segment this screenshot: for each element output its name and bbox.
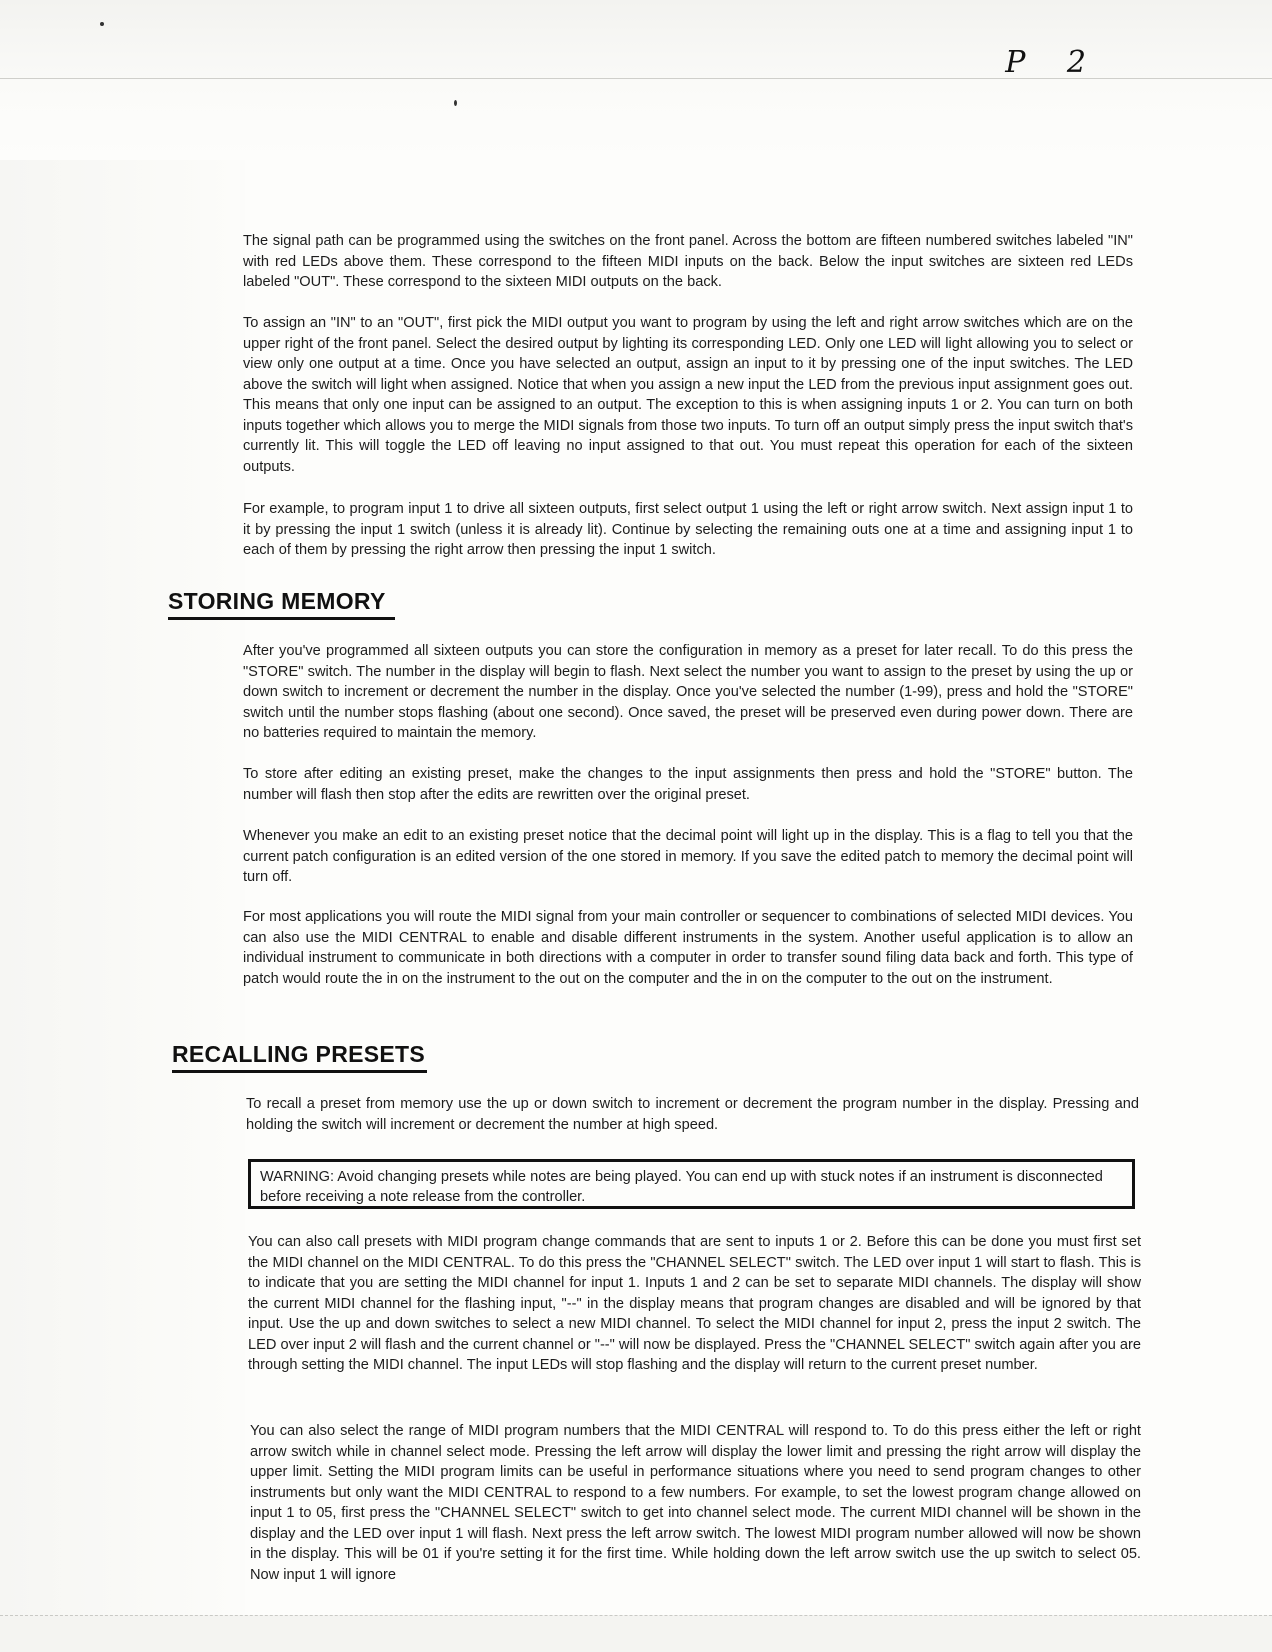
paragraph-applications: For most applications you will route the MIDI signal from your main controller or sequencer to combinations of selected MIDI devices. You can also use the MIDI CENTRAL to enable and disable different instruments in the system. Another useful application is to allow an individual instrument to communicate in both directions with a computer in order to transfer sound filing data back and forth. This type of patch would route the in on the instrument to the out on the computer and the in on the computer to the out on the instrument. xyxy=(243,909,1133,987)
heading-storing-memory: STORING MEMORY xyxy=(168,588,386,614)
heading-underline xyxy=(168,617,395,620)
warning-box xyxy=(248,1159,1135,1209)
heading-recalling-presets: RECALLING PRESETS xyxy=(172,1041,426,1067)
paragraph-signal-path: The signal path can be programmed using the switches on the front panel. Across the bottom are fifteen numbered switches labeled "IN" with red LEDs above them. These correspond to the fifteen MIDI inputs on the back. Below the input switches are sixteen red LEDs labeled "OUT". These correspond to the sixteen MIDI outputs on the back. xyxy=(243,233,1133,290)
warning-text: WARNING: Avoid changing presets while notes are being played. You can end up with stuck notes if an instrument is disconnected before receiving a note release from the controller. xyxy=(260,1169,1103,1205)
paragraph-assign-in-out: To assign an "IN" to an "OUT", first pick the MIDI output you want to program by using the left and right arrow switches which are on the upper right of the front panel. Select the desired output by lighting its corresponding LED. Only one LED will light allowing you to select or view only one output at a time. Once you have selected an output, assign an input to it by pressing one of the input switches. The LED above the switch will light when assigned. Notice that when you assign a new input the LED from the previous input assignment goes out. This means that only one input can be assigned to an output. The exception to this is when assigning inputs 1 or 2. You can turn on both inputs together which allows you to merge the MIDI signals from those two inputs. To turn off an output simply press the input switch that's currently lit. This will toggle the LED off leaving no input assigned to that out. You must repeat this operation for each of the sixteen outputs. xyxy=(243,315,1133,475)
scan-speck xyxy=(454,100,457,106)
scan-noise-top xyxy=(0,0,1272,160)
page-number-handwritten: P 2 xyxy=(1005,45,1102,80)
paragraph-midi-program-change: You can also call presets with MIDI program change commands that are sent to inputs 1 or 2. Before this can be done you must first set the MIDI channel on the MIDI CENTRAL. To do this press the "CHANNEL SELECT" switch. The LED over input 1 will start to flash. This is to indicate that you are setting the MIDI channel for input 1. Inputs 1 and 2 can be set to separate MIDI channels. The display will show the current MIDI channel for the flashing input, "--" in the display means that program changes are disabled and will be ignored by that input. Use the up and down switches to select a new MIDI channel. To select the MIDI channel for input 2, press the input 2 switch. The LED over input 2 will flash and the current channel or "--" will now be displayed. Press the "CHANNEL SELECT" switch again after you are through setting the MIDI channel. The input LEDs will stop flashing and the display will return to the current preset number. xyxy=(248,1234,1141,1373)
paragraph-program-range: You can also select the range of MIDI program numbers that the MIDI CENTRAL will respond to. To do this press either the left or right arrow switch while in channel select mode. Pressing the left arrow will display the lower limit and pressing the right arrow will display the upper limit. Setting the MIDI program limits can be useful in performance situations where you need to send program changes to other instruments but only want the MIDI CENTRAL to respond to a few numbers. For example, to set the lowest program change allowed on input 1 to 05, first press the "CHANNEL SELECT" switch to get into channel select mode. The current MIDI channel will be shown in the display and the LED over input 1 will flash. Next press the left arrow switch. The lowest MIDI program number allowed will now be shown in the display. This will be 01 if you're setting it for the first time. While holding down the left arrow switch use the up switch to select 05. Now input 1 will ignore xyxy=(250,1423,1141,1583)
paragraph-store-config: After you've programmed all sixteen outputs you can store the configuration in memory as a preset for later recall. To do this press the "STORE" switch. The number in the display will begin to flash. Next select the number you want to assign to the preset by using the up or down switch to increment or decrement the number in the display. Once you've selected the number (1-99), press and hold the "STORE" switch until the number stops flashing (about one second). Once saved, the preset will be preserved even during power down. There are no batteries required to maintain the memory. xyxy=(243,643,1133,741)
scan-noise-bottom xyxy=(0,1615,1272,1652)
scan-noise-left xyxy=(0,160,245,1651)
heading-underline xyxy=(172,1070,427,1073)
paragraph-store-after-edit: To store after editing an existing preset, make the changes to the input assignments then press and hold the "STORE" button. The number will flash then stop after the edits are rewritten over the original preset. xyxy=(243,766,1133,803)
paragraph-decimal-point: Whenever you make an edit to an existing preset notice that the decimal point will light up in the display. This is a flag to tell you that the current patch configuration is an edited version of the one stored in memory. If you save the edited patch to memory the decimal point will turn off. xyxy=(243,828,1133,885)
scan-speck xyxy=(100,22,104,26)
paragraph-recall-preset: To recall a preset from memory use the up or down switch to increment or decrement the program number in the display. Pressing and holding the switch will increment or decrement the number at high speed. xyxy=(246,1096,1139,1133)
paragraph-example-program: For example, to program input 1 to drive all sixteen outputs, first select output 1 using the left or right arrow switch. Next assign input 1 to it by pressing the input 1 switch (unless it is already lit). Continue by selecting the remaining outs one at a time and assigning input 1 to each of them by pressing the right arrow then pressing the input 1 switch. xyxy=(243,501,1133,558)
